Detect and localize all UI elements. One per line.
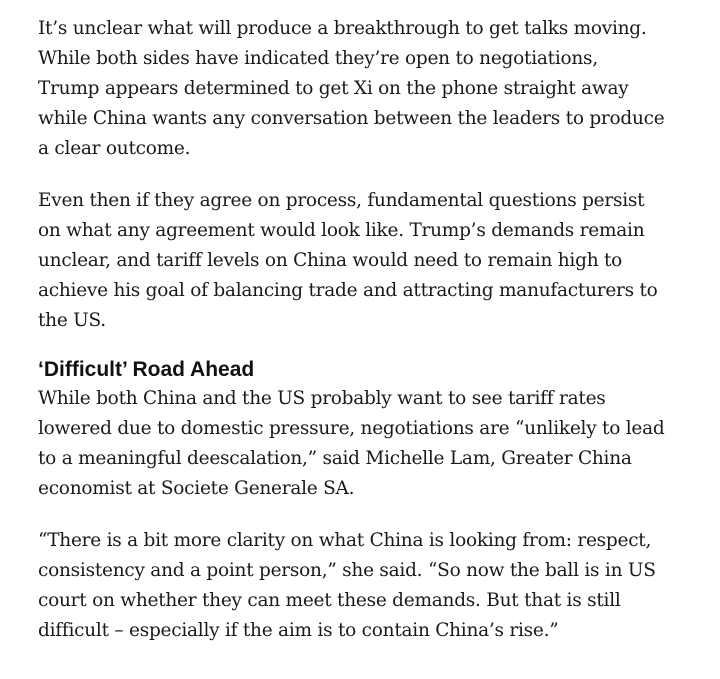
text-line: Even then if they agree on process, fundamental questions persist [38, 190, 645, 211]
paragraph-process [38, 186, 698, 336]
text-line: unclear, and tariff levels on China would need to remain high to [38, 250, 623, 271]
text-line: It’s unclear what will produce a breakthrough to get talks moving. [38, 18, 647, 39]
paragraph-tariff-rates [38, 384, 698, 504]
text-line: achieve his goal of balancing trade and attracting manufacturers to [38, 280, 658, 301]
text-line: While both China and the US probably want to see tariff rates [38, 388, 606, 409]
paragraph-breakthrough [38, 14, 698, 164]
section-heading: ‘Difficult’ Road Ahead [38, 358, 255, 381]
text-line: on what any agreement would look like. Trump’s demands remain [38, 220, 645, 241]
article-body [38, 14, 698, 646]
text-line: while China wants any conversation between the leaders to produce [38, 108, 665, 129]
text-line: difficult – especially if the aim is to contain China’s rise.” [38, 620, 559, 641]
text-line: While both sides have indicated they’re open to negotiations, [38, 48, 598, 69]
text-line: to a meaningful deescalation,” said Michelle Lam, Greater China [38, 448, 632, 469]
text-line: the US. [38, 310, 106, 331]
text-line: court on whether they can meet these demands. But that is still [38, 590, 621, 611]
paragraph-quote [38, 526, 698, 646]
text-line: consistency and a point person,” she said. “So now the ball is in US [38, 560, 656, 581]
text-line: “There is a bit more clarity on what China is looking from: respect, [38, 530, 652, 551]
text-line: lowered due to domestic pressure, negotiations are “unlikely to lead [38, 418, 665, 439]
text-line: economist at Societe Generale SA. [38, 478, 355, 499]
text-line: a clear outcome. [38, 138, 191, 159]
text-line: Trump appears determined to get Xi on the phone straight away [38, 78, 629, 99]
